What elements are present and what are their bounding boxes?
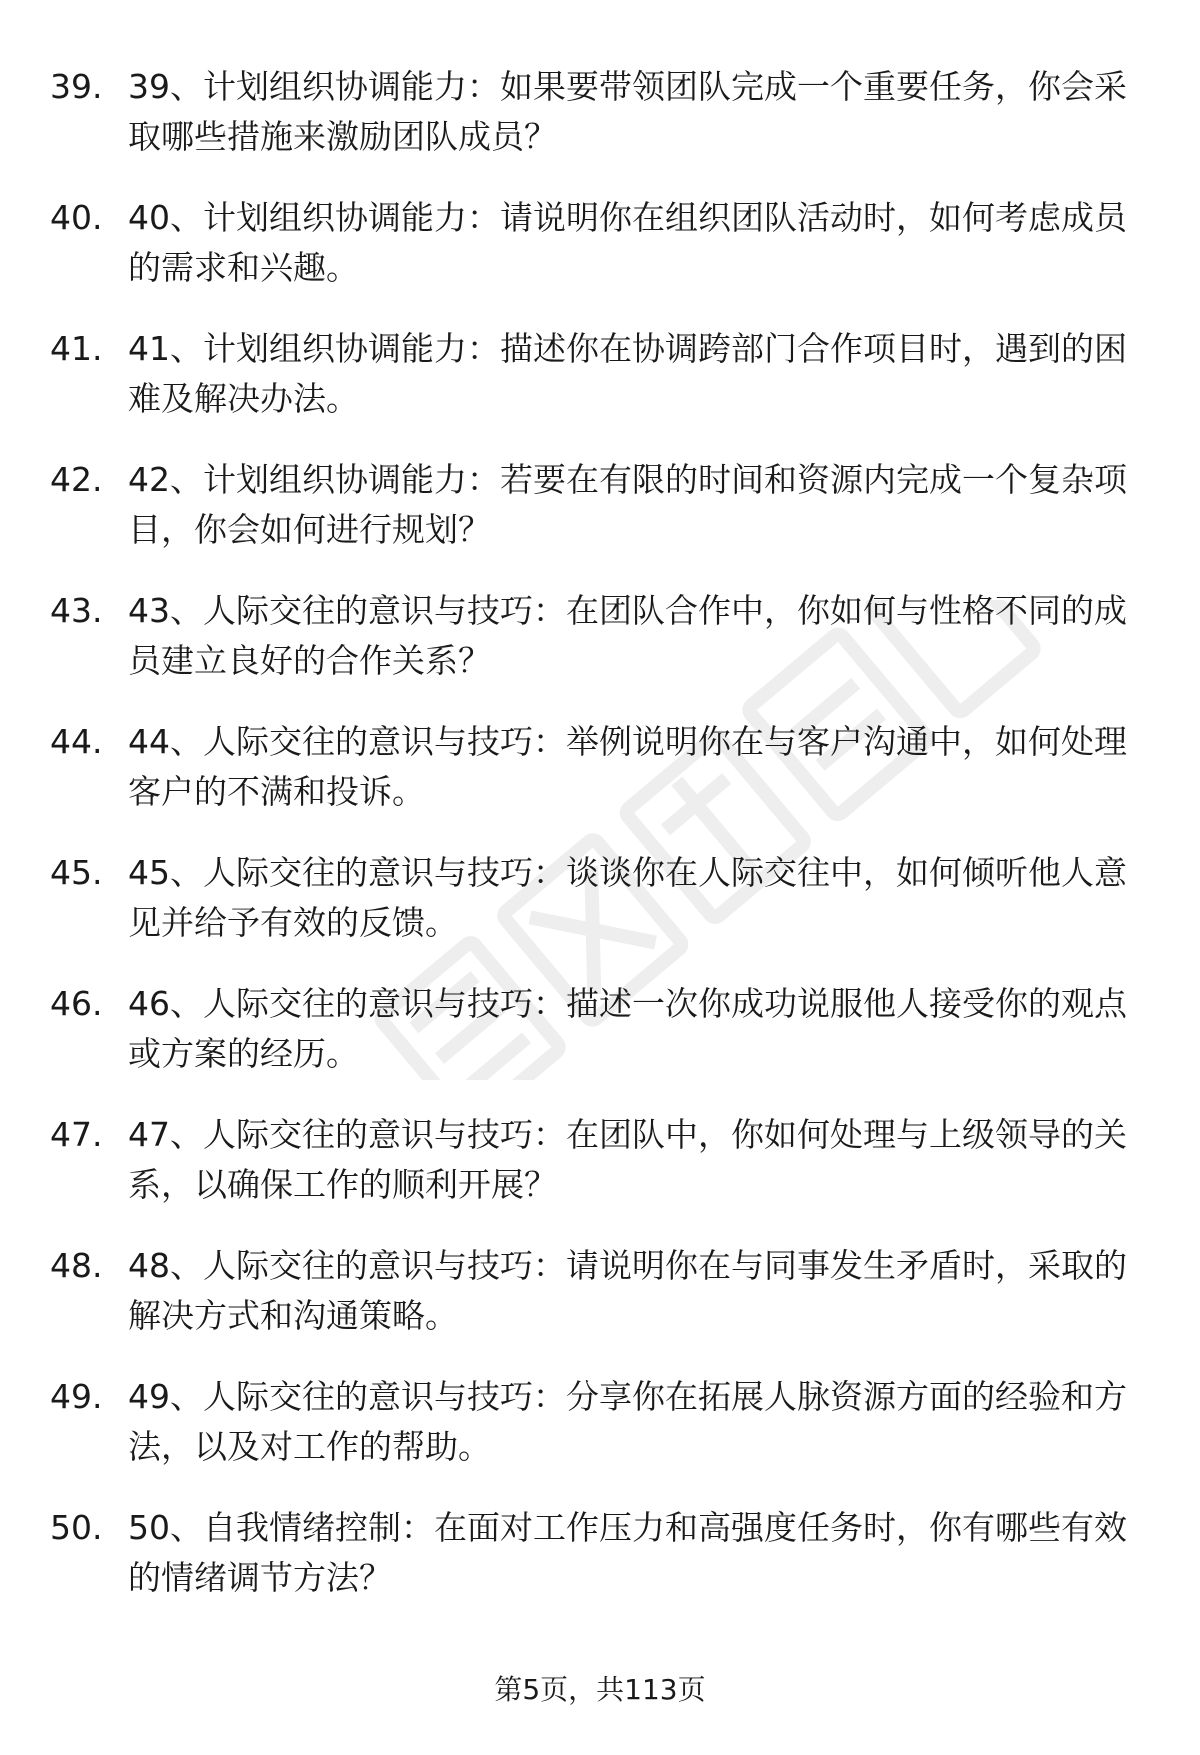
question-text: 47、人际交往的意识与技巧：在团队中，你如何处理与上级领导的关系，以确保工作的顺利开展？	[128, 1115, 1127, 1204]
question-number: 43.	[50, 591, 103, 630]
question-text: 41、计划组织协调能力：描述你在协调跨部门合作项目时，遇到的困难及解决办法。	[128, 329, 1127, 418]
question-number: 45.	[50, 853, 103, 892]
question-number: 49.	[50, 1377, 103, 1416]
question-text: 44、人际交往的意识与技巧：举例说明你在与客户沟通中，如何处理客户的不满和投诉。	[128, 722, 1127, 811]
list-item	[0, 1503, 1200, 1634]
page-indicator: 第5页，共113页	[494, 1673, 706, 1706]
question-text: 39、计划组织协调能力：如果要带领团队完成一个重要任务，你会采取哪些措施来激励团队成员？	[128, 67, 1127, 156]
list-item	[0, 1372, 1200, 1503]
question-text: 49、人际交往的意识与技巧：分享你在拓展人脉资源方面的经验和方法，以及对工作的帮助。	[128, 1377, 1127, 1466]
list-item	[0, 1110, 1200, 1241]
question-number: 47.	[50, 1115, 103, 1154]
list-item	[0, 193, 1200, 324]
question-number: 41.	[50, 329, 103, 368]
question-text: 48、人际交往的意识与技巧：请说明你在与同事发生矛盾时，采取的解决方式和沟通策略。	[128, 1246, 1127, 1335]
question-number: 48.	[50, 1246, 103, 1285]
question-text: 42、计划组织协调能力：若要在有限的时间和资源内完成一个复杂项目，你会如何进行规划？	[128, 460, 1127, 549]
question-number: 39.	[50, 67, 103, 106]
question-text: 46、人际交往的意识与技巧：描述一次你成功说服他人接受你的观点或方案的经历。	[128, 984, 1127, 1073]
question-number: 42.	[50, 460, 103, 499]
question-number: 40.	[50, 198, 103, 237]
list-item	[0, 979, 1200, 1110]
list-item	[0, 455, 1200, 586]
question-text: 43、人际交往的意识与技巧：在团队合作中，你如何与性格不同的成员建立良好的合作关系？	[128, 591, 1127, 680]
question-text: 40、计划组织协调能力：请说明你在组织团队活动时，如何考虑成员的需求和兴趣。	[128, 198, 1127, 287]
question-number: 50.	[50, 1508, 103, 1547]
question-text: 45、人际交往的意识与技巧：谈谈你在人际交往中，如何倾听他人意见并给予有效的反馈。	[128, 853, 1127, 942]
page-footer	[0, 1670, 1200, 1710]
question-list	[0, 62, 1200, 1634]
list-item	[0, 1241, 1200, 1372]
question-number: 44.	[50, 722, 103, 761]
list-item	[0, 324, 1200, 455]
list-item	[0, 586, 1200, 717]
list-item	[0, 848, 1200, 979]
question-text: 50、自我情绪控制：在面对工作压力和高强度任务时，你有哪些有效的情绪调节方法？	[128, 1508, 1127, 1597]
question-number: 46.	[50, 984, 103, 1023]
list-item	[0, 62, 1200, 193]
list-item	[0, 717, 1200, 848]
